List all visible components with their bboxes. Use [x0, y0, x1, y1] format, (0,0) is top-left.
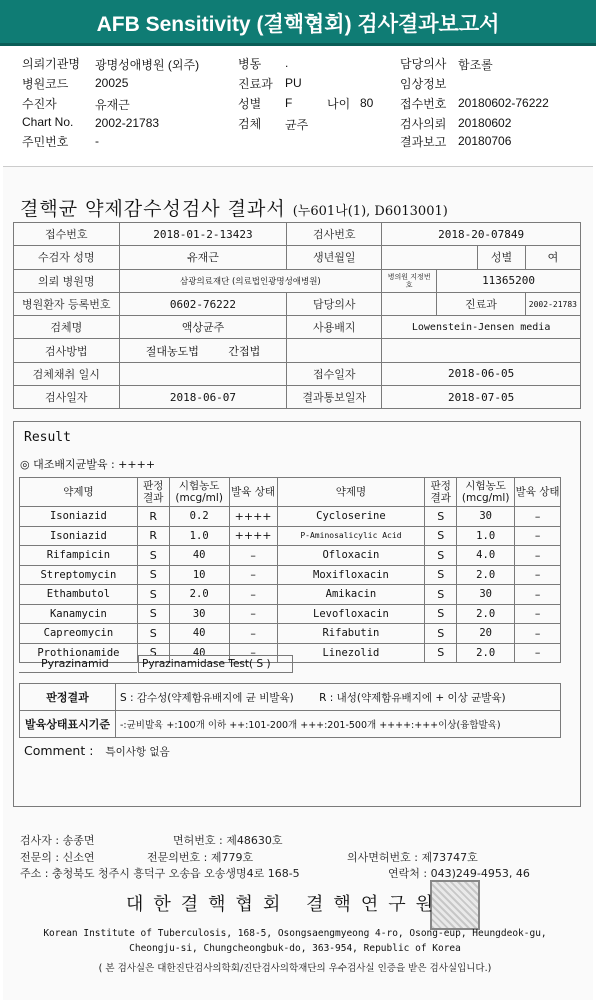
specimen-label: 검체명 [14, 316, 120, 339]
col-result-2: 판정 결과 [425, 478, 457, 507]
value-receipt-no: 20180602-76222 [458, 96, 549, 110]
table-row [20, 507, 561, 527]
exam-date-value: 2018-06-07 [119, 386, 287, 409]
judge-text [116, 684, 561, 711]
institute-address-1: Korean Institute of Tuberculosis, 168-5, Osongsaengmyeong 4-ro, Osong-eup, Heungdeok-gu, [43, 928, 547, 939]
table-row [20, 546, 561, 566]
drug-name-cell: Isoniazid [20, 507, 138, 527]
patient-info-table [13, 222, 581, 409]
drug-susceptibility-table [19, 477, 561, 663]
patient-name-value: 유재근 [119, 246, 287, 269]
institute-name: 대한결핵협회 결핵연구원 [126, 894, 443, 915]
comment-label: Comment : [24, 743, 94, 758]
label-age: 나이 [327, 97, 351, 111]
result-cell: S [425, 624, 457, 644]
growth-cell: – [515, 507, 561, 527]
label-specimen: 검체 [238, 117, 262, 131]
notify-label: 결과통보일자 [287, 386, 382, 409]
result-cell: S [425, 604, 457, 624]
col-concentration: 시험농도 (mcg/ml) [169, 478, 229, 507]
label-receipt-no: 접수번호 [400, 97, 447, 111]
patient-name-label: 수검자 성명 [14, 246, 120, 269]
label-department: 진료과 [238, 77, 273, 91]
drug-name-cell: Isoniazid [20, 526, 138, 546]
value-patient: 유재근 [95, 98, 130, 112]
label-report-date: 결과보고 [400, 135, 447, 149]
received-value: 2018-06-05 [382, 362, 581, 385]
exam-no-label: 검사번호 [287, 223, 382, 246]
col-growth: 발육 상태 [229, 478, 277, 507]
growth-cell: ++++ [229, 507, 277, 527]
method-absolute: 절대농도법 [145, 344, 199, 358]
result-cell: S [425, 526, 457, 546]
pyrazinamidase-test: Pyrazinamidase Test( S ) [138, 655, 293, 673]
drug-name-cell: Linezolid [277, 643, 425, 663]
value-request-date: 20180602 [458, 116, 512, 130]
notify-value: 2018-07-05 [382, 386, 581, 409]
value-doctor: 함조롤 [458, 58, 493, 72]
growth-text: -:균비발육 +:100개 이하 ++:101-200개 +++:201-500개 ++++:+++이상(융합발육) [116, 711, 561, 738]
result-cell: S [425, 585, 457, 605]
result-cell: S [425, 565, 457, 585]
label-resident-no: 주민번호 [22, 135, 69, 149]
reg-no-label: 병원환자 등록번호 [14, 292, 120, 315]
judge-r: R : 내성(약제함유배지에 + 이상 균발육) [319, 691, 506, 704]
criteria-table [19, 683, 561, 738]
result-label: Result [24, 430, 71, 445]
growth-cell: – [229, 546, 277, 566]
concentration-cell: 0.2 [169, 507, 229, 527]
label-patient: 수진자 [22, 97, 57, 111]
method-extra [287, 339, 382, 362]
result-cell: R [137, 507, 169, 527]
growth-cell: – [229, 643, 277, 663]
label-sex: 성별 [238, 97, 262, 111]
col-growth-2: 발육 상태 [515, 478, 561, 507]
growth-cell: – [515, 565, 561, 585]
result-cell: S [137, 546, 169, 566]
method-extra-2 [382, 339, 581, 362]
report-title-code: (누601나(1), D6013001) [292, 204, 448, 219]
dept-value: 2002-21783 [525, 292, 580, 315]
growth-cell: – [515, 526, 561, 546]
concentration-cell: 30 [457, 507, 515, 527]
col-concentration-2: 시험농도 (mcg/ml) [457, 478, 515, 507]
dob-label: 생년월일 [287, 246, 382, 269]
growth-label: 발육상태표시기준 [20, 711, 116, 738]
result-cell: S [425, 643, 457, 663]
designation-label: 병의원 지정번호 [382, 269, 437, 292]
concentration-cell: 40 [169, 546, 229, 566]
exam-date-label: 검사일자 [14, 386, 120, 409]
pyrazinamide-name: Pyrazinamid [19, 655, 137, 673]
concentration-cell: 30 [457, 585, 515, 605]
comment [24, 743, 170, 759]
drug-name-cell: Amikacin [277, 585, 425, 605]
contact: 연락처 : 043)249-4953, 46 [388, 867, 530, 880]
specialist-no: 전문의번호 : 제779호 [147, 851, 254, 864]
doctor-license: 의사면허번호 : 제73747호 [347, 851, 478, 864]
concentration-cell: 2.0 [169, 585, 229, 605]
label-doctor: 담당의사 [400, 57, 447, 71]
drug-name-cell: P-Aminosalicylic Acid [277, 526, 425, 546]
drug-name-cell: Kanamycin [20, 604, 138, 624]
pyrazinamide-row [19, 655, 293, 673]
value-sex: F [285, 96, 293, 110]
value-resident-no: - [95, 134, 99, 148]
concentration-cell: 40 [169, 643, 229, 663]
method-label: 검사방법 [14, 339, 120, 362]
drug-name-cell: Ethambutol [20, 585, 138, 605]
report-title [20, 194, 448, 221]
result-cell: S [425, 546, 457, 566]
report-title-text: 결핵균 약제감수성검사 결과서 [20, 198, 286, 220]
concentration-cell: 1.0 [457, 526, 515, 546]
dept-label: 진료과 [437, 292, 526, 315]
result-cell: R [137, 526, 169, 546]
concentration-cell: 4.0 [457, 546, 515, 566]
method-indirect: 간접법 [228, 344, 261, 358]
institute-address-2: Cheongju-si, Chungcheongbuk-do, 363-954, Republic of Korea [129, 943, 461, 954]
concentration-cell: 20 [457, 624, 515, 644]
drug-name-cell: Cycloserine [277, 507, 425, 527]
label-chart-no: Chart No. [22, 115, 74, 129]
result-cell: S [137, 624, 169, 644]
report-banner: AFB Sensitivity (결핵협회) 검사결과보고서 [0, 0, 596, 46]
doctor-value [382, 292, 437, 315]
value-chart-no: 2002-21783 [95, 116, 160, 130]
concentration-cell: 40 [169, 624, 229, 644]
label-institution: 의뢰기관명 [22, 57, 80, 71]
drug-name-cell: Moxifloxacin [277, 565, 425, 585]
table-row [20, 526, 561, 546]
table-row [20, 624, 561, 644]
col-drug-name-2: 약제명 [277, 478, 425, 507]
drug-name-cell: Prothionamide [20, 643, 138, 663]
comment-text: 특이사항 없음 [105, 746, 170, 758]
growth-cell: – [229, 565, 277, 585]
collect-label: 검체채취 일시 [14, 362, 120, 385]
value-department: PU [285, 76, 302, 90]
result-cell: S [137, 604, 169, 624]
drug-name-cell: Rifampicin [20, 546, 138, 566]
judge-label: 판정결과 [20, 684, 116, 711]
concentration-cell: 2.0 [457, 643, 515, 663]
concentration-cell: 2.0 [457, 604, 515, 624]
concentration-cell: 1.0 [169, 526, 229, 546]
dob-value [382, 246, 478, 269]
specialist: 전문의 : 신소연 [20, 851, 95, 864]
table-row [20, 565, 561, 585]
tester: 검사자 : 송종면 [20, 834, 95, 847]
certification-note: ( 본 검사실은 대한진단검사의학회/진단검사의학재단의 우수검사실 인증을 받은 검사실입니다.) [98, 963, 492, 974]
drug-name-cell: Rifabutin [277, 624, 425, 644]
growth-cell: – [515, 624, 561, 644]
label-clinical-info: 임상정보 [400, 77, 447, 91]
hospital-value: 삼광의료재단 (의료법인광명성애병원) [119, 269, 382, 292]
label-ward: 병동 [238, 57, 262, 71]
concentration-cell: 30 [169, 604, 229, 624]
col-drug-name: 약제명 [20, 478, 138, 507]
judge-s: S : 감수성(약제함유배지에 균 비발육) [120, 691, 294, 704]
growth-cell: – [515, 546, 561, 566]
doctor-label: 담당의사 [287, 292, 382, 315]
drug-name-cell: Levofloxacin [277, 604, 425, 624]
receipt-no-value: 2018-01-2-13423 [119, 223, 287, 246]
value-report-date: 20180706 [458, 134, 512, 148]
growth-cell: – [229, 604, 277, 624]
sex-value: 여 [525, 246, 580, 269]
value-ward: . [285, 56, 289, 70]
drug-name-cell: Capreomycin [20, 624, 138, 644]
drug-name-cell: Streptomycin [20, 565, 138, 585]
method-value [119, 339, 287, 362]
value-specimen: 균주 [285, 118, 309, 132]
value-institution: 광명성애병원 (외주) [95, 58, 200, 72]
label-hospital-code: 병원코드 [22, 77, 69, 91]
growth-cell: – [229, 624, 277, 644]
control-growth: ◎ 대조배지균발육 : ++++ [20, 458, 156, 471]
drug-name-cell: Ofloxacin [277, 546, 425, 566]
value-hospital-code: 20025 [95, 76, 129, 90]
growth-cell: – [515, 643, 561, 663]
sex-label: 성별 [478, 246, 526, 269]
drug-table-header [20, 478, 561, 507]
tester-license: 면허번호 : 제48630호 [173, 834, 283, 847]
hospital-label: 의뢰 병원명 [14, 269, 120, 292]
exam-no-value: 2018-20-07849 [382, 223, 581, 246]
result-cell: S [425, 507, 457, 527]
growth-cell: – [515, 604, 561, 624]
address: 주소 : 충청북도 청주시 흥덕구 오송읍 오송생명4로 168-5 [20, 867, 300, 880]
table-row [20, 585, 561, 605]
label-request-date: 검사의뢰 [400, 117, 447, 131]
growth-cell: ++++ [229, 526, 277, 546]
concentration-cell: 10 [169, 565, 229, 585]
reg-no-value: 0602-76222 [119, 292, 287, 315]
growth-cell: – [229, 585, 277, 605]
result-cell: S [137, 643, 169, 663]
designation-value: 11365200 [437, 269, 581, 292]
concentration-cell: 2.0 [457, 565, 515, 585]
result-cell: S [137, 565, 169, 585]
collect-value [119, 362, 287, 385]
receipt-no-label: 접수번호 [14, 223, 120, 246]
value-age: 80 [360, 96, 374, 110]
growth-cell: – [515, 585, 561, 605]
table-row [20, 604, 561, 624]
medium-value: Lowenstein-Jensen media [382, 316, 581, 339]
col-result: 판정 결과 [137, 478, 169, 507]
specimen-value: 액상균주 [119, 316, 287, 339]
received-label: 접수일자 [287, 362, 382, 385]
medium-label: 사용배지 [287, 316, 382, 339]
result-cell: S [137, 585, 169, 605]
